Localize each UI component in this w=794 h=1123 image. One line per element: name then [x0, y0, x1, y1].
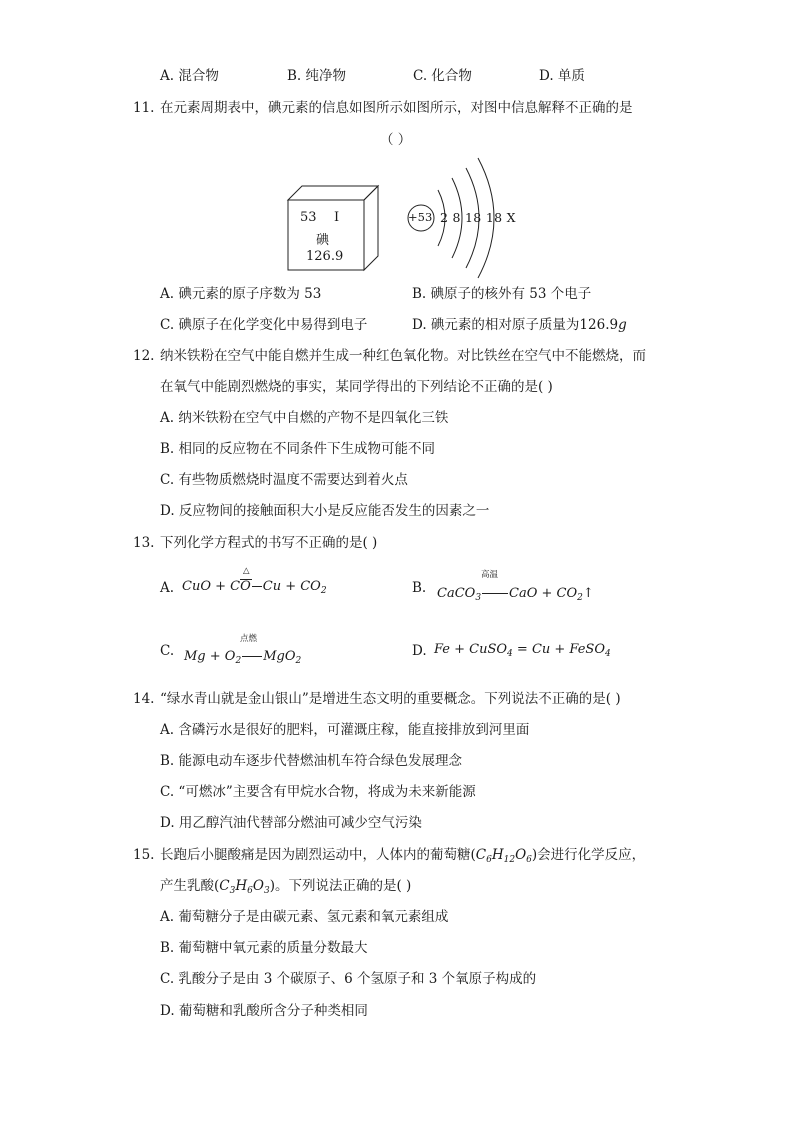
- q14-option-c: C. “可燃冰”主要含有甲烷水合物，将成为未来新能源: [160, 784, 476, 800]
- q14-option-a: A. 含磷污水是很好的肥料，可灌溉庄稼，能直接排放到河里面: [160, 722, 530, 738]
- q13-a-condition: △: [243, 566, 250, 576]
- q11-stem: 在元素周期表中，碘元素的信息如图所示如图所示，对图中信息解释不正确的是: [160, 100, 633, 116]
- q14-option-d: D. 用乙醇汽油代替部分燃油可减少空气污染: [160, 815, 422, 831]
- q13-stem: 下列化学方程式的书写不正确的是( ): [160, 535, 378, 551]
- q12-option-b: B. 相同的反应物在不同条件下生成物可能不同: [160, 441, 436, 457]
- q14-option-b: B. 能源电动车逐步代替燃油机车符合绿色发展理念: [160, 753, 463, 769]
- q15-option-b: B. 葡萄糖中氧元素的质量分数最大: [160, 940, 368, 956]
- q13-option-c-equation: $Mg + O_2$ MgO$_2$: [184, 649, 302, 666]
- q12-option-d: D. 反应物间的接触面积大小是反应能否发生的因素之一: [160, 503, 490, 519]
- element-mass: 126.9: [306, 249, 344, 264]
- q15-option-c: C. 乳酸分子是由 3 个碳原子、6 个氢原子和 3 个氧原子构成的: [160, 971, 537, 987]
- element-name: 碘: [316, 233, 330, 248]
- q10-option-d: D. 单质: [539, 68, 585, 84]
- q13-c-condition: 点燃: [240, 634, 258, 644]
- q11-option-a: A. 碘元素的原子序数为 53: [160, 286, 322, 302]
- element-symbol: I: [334, 210, 340, 225]
- q13-option-d-equation: Fe + CuSO$_4$ = Cu + FeSO$_4$: [434, 642, 611, 659]
- element-atomic-number: 53: [300, 210, 317, 225]
- q13-option-b-equation: CaCO$_3$ CaO + $CO_2↑$: [437, 586, 594, 603]
- q15-option-d: D. 葡萄糖和乳酸所含分子种类相同: [160, 1003, 368, 1019]
- q15-stem-line2: 产生乳酸$(C_3H_6O_3)$。下列说法正确的是( ): [160, 878, 412, 896]
- q12-stem-line1: 纳米铁粉在空气中能自燃并生成一种红色氧化物。对比铁丝在空气中不能燃烧，而: [160, 348, 646, 364]
- q10-option-b: B. 纯净物: [287, 68, 347, 84]
- q13-option-a-equation: CuO + CO $Cu + CO_2$: [182, 579, 327, 596]
- q11-number: 11.: [133, 100, 155, 116]
- q15-option-a: A. 葡萄糖分子是由碳元素、氢元素和氧元素组成: [160, 909, 449, 925]
- q11-option-b: B. 碘原子的核外有 53 个电子: [412, 286, 592, 302]
- q13-b-condition: 高温: [481, 570, 499, 580]
- q13-option-b-label: B.: [412, 580, 427, 596]
- lactic-acid-formula: $C_3H_6O_3$: [219, 878, 270, 896]
- q12-option-a: A. 纳米铁粉在空气中自燃的产物不是四氧化三铁: [160, 410, 449, 426]
- q12-option-c: C. 有些物质燃烧时温度不需要达到着火点: [160, 472, 408, 488]
- q15-stem-line1: 长跑后小腿酸痛是因为剧烈运动中，人体内的葡萄糖$(C_6H_{12}O_6)$会进行化学反应，: [160, 847, 646, 865]
- q10-option-a: A. 混合物: [160, 68, 219, 84]
- q13-option-c-label: C.: [160, 643, 175, 659]
- q11-answer-paren: （ ）: [380, 132, 412, 148]
- q13-option-d-label: D.: [412, 643, 427, 659]
- q10-option-c: C. 化合物: [413, 68, 472, 84]
- q13-number: 13.: [133, 535, 155, 551]
- electron-shells: 2 8 18 18 X: [440, 210, 516, 225]
- q14-number: 14.: [133, 691, 155, 707]
- glucose-formula: $C_6H_{12}O_6$: [475, 847, 532, 865]
- q11-option-d: D. 碘元素的相对原子质量为126.9g: [412, 317, 627, 333]
- q13-option-a-label: A.: [160, 580, 175, 596]
- q12-stem-line2: 在氧气中能剧烈燃烧的事实，某同学得出的下列结论不正确的是( ): [160, 379, 553, 395]
- q14-stem: “绿水青山就是金山银山”是增进生态文明的重要概念。下列说法不正确的是( ): [160, 691, 621, 707]
- q12-number: 12.: [133, 348, 155, 364]
- nucleus-charge: +53: [408, 210, 433, 224]
- q15-number: 15.: [133, 847, 155, 863]
- q11-option-c: C. 碘原子在化学变化中易得到电子: [160, 317, 368, 333]
